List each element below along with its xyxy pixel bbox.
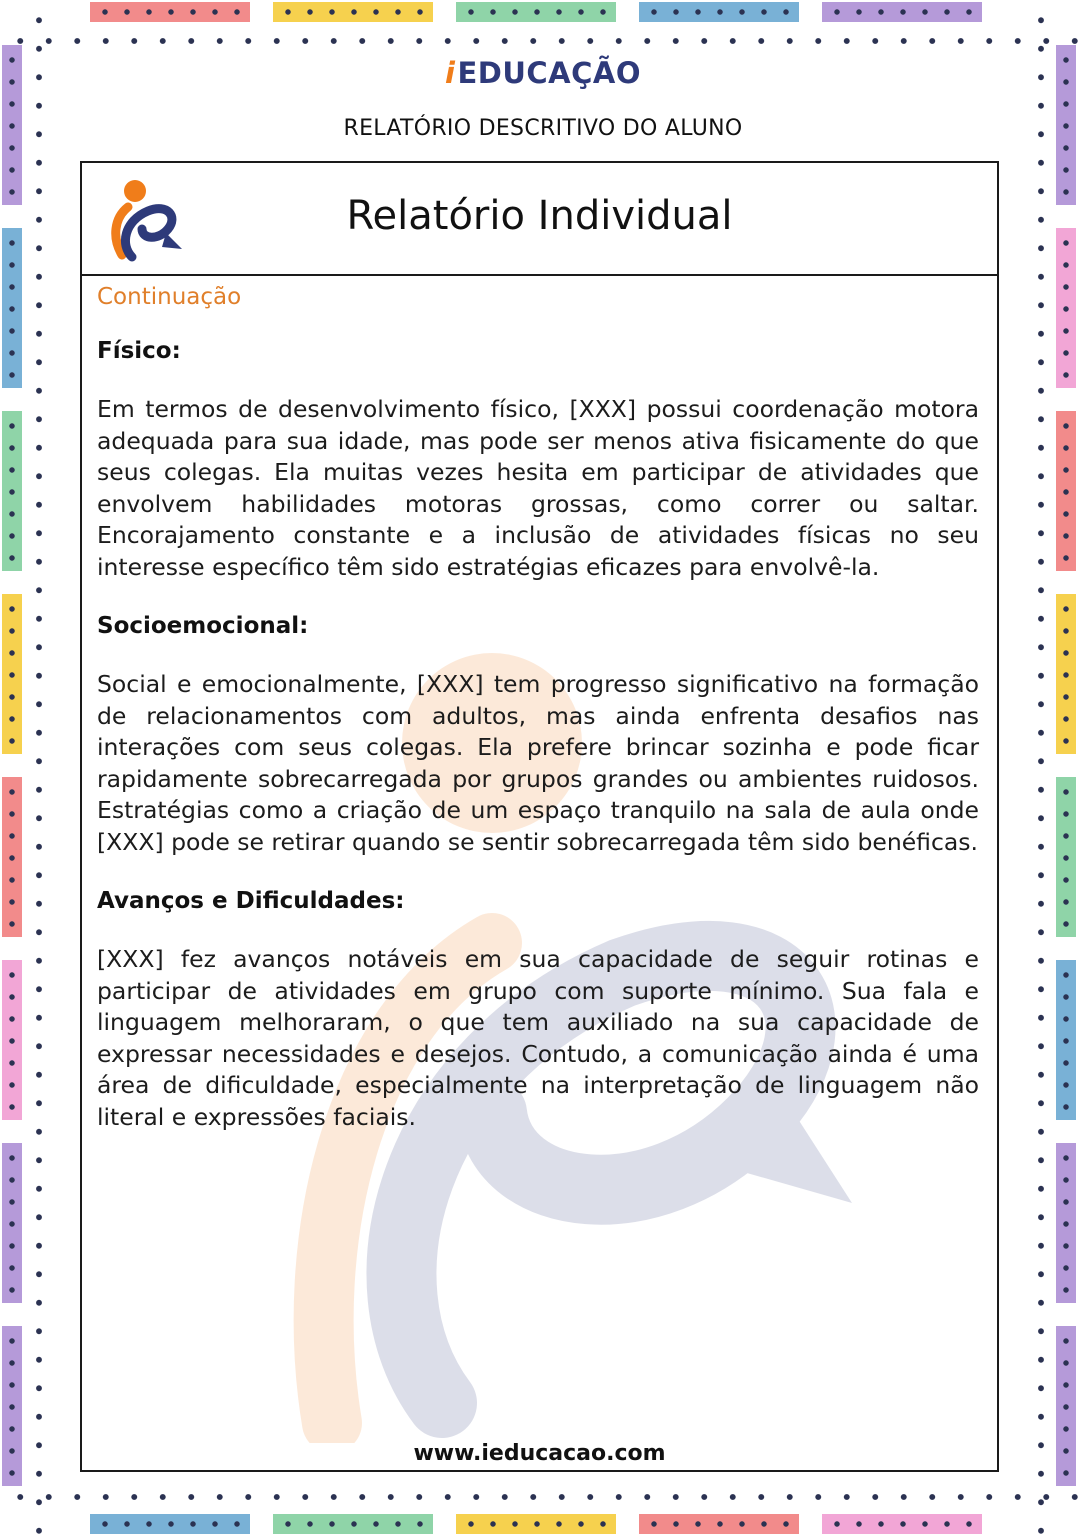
tape-right-purple-3: [1056, 1326, 1076, 1486]
tape-right-green: [1056, 777, 1076, 937]
section-heading-fisico: Físico:: [97, 338, 181, 364]
tape-right-purple-2: [1056, 1143, 1076, 1303]
tape-bottom-green: [273, 1514, 433, 1534]
tape-left-purple-2: [2, 1143, 22, 1303]
tape-top-green: [456, 2, 616, 22]
tape-bottom-blue: [90, 1514, 250, 1534]
tape-top-yellow: [273, 2, 433, 22]
brand-logo: [0, 56, 1086, 90]
document-subtitle: RELATÓRIO DESCRITIVO DO ALUNO: [343, 116, 743, 141]
tape-bottom-red: [639, 1514, 799, 1534]
tape-right-red: [1056, 411, 1076, 571]
section-heading-socioemocional: Socioemocional:: [97, 613, 309, 639]
tape-left-pink: [2, 960, 22, 1120]
tape-left-blue: [2, 228, 22, 388]
tape-left-green: [2, 411, 22, 571]
tape-bottom-pink: [822, 1514, 982, 1534]
tape-right-blue: [1056, 960, 1076, 1120]
report-frame: [80, 161, 999, 1472]
section-heading-avancos: Avanços e Dificuldades:: [97, 888, 405, 914]
section-text-fisico: Em termos de desenvolvimento físico, [XXX] possui coordenação motora adequada para sua idade, mas pode ser menos ativa fisicamente do que seus colegas. Ela muitas vezes hesita em participar de atividades que envolvem habilidades motoras grossas, como correr ou saltar. Encorajamento constante e a inclusão de atividades físicas no seu interesse específico têm sido estratégias eficazes para envolvê-la.: [97, 395, 979, 581]
tape-left-purple-3: [2, 1326, 22, 1486]
footer-url[interactable]: www.ieducacao.com: [413, 1441, 666, 1466]
tape-left-yellow: [2, 594, 22, 754]
section-text-avancos: [XXX] fez avanços notáveis em sua capacidade de seguir rotinas e participar de atividades em grupo com suporte mínimo. Sua fala e linguagem melhoraram, o que tem auxiliado na sua capacidade de expressar necessidades e desejos. Contudo, a comunicação ainda é uma área de dificuldade, especialmente na interpretação de linguagem não literal e expressões faciais.: [97, 945, 979, 1131]
brand-mark: i: [445, 56, 456, 90]
brand-name: EDUCAÇÃO: [457, 56, 641, 90]
tape-right-yellow: [1056, 594, 1076, 754]
dot-border-right: [1034, 0, 1048, 1536]
tape-top-purple: [822, 2, 982, 22]
tape-top-red: [90, 2, 250, 22]
tape-left-red: [2, 777, 22, 937]
section-text-socioemocional: Social e emocionalmente, [XXX] tem progresso significativo na formação de relacionamentos com adultos, mas ainda enfrenta desafios nas interações com seus colegas. Ela prefere brincar sozinha e pode ficar rapidamente sobrecarregada por grupos grandes ou ambientes ruidosos. Estratégias como a criação de um espaço tranquilo na sala de aula onde [XXX] pode se retirar quando se sentir sobrecarregada têm sido benéficas.: [97, 670, 979, 856]
tape-right-pink: [1056, 228, 1076, 388]
tape-top-blue: [639, 2, 799, 22]
tape-bottom-yellow: [456, 1514, 616, 1534]
report-title: Relatório Individual: [346, 193, 733, 239]
dot-border-top: [0, 34, 1086, 48]
continuation-label: Continuação: [97, 284, 242, 310]
report-content: [97, 284, 979, 1163]
dot-border-bottom: [0, 1490, 1086, 1504]
dot-border-left: [32, 0, 46, 1536]
report-header: [82, 163, 997, 276]
